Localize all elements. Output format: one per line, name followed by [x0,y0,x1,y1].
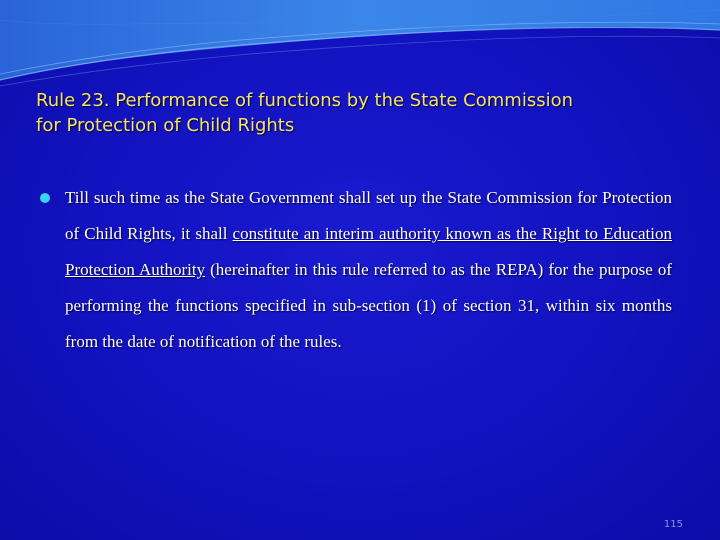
bullet-text-after: (hereinafter in this rule referred to as the REPA) for the purpose of performing the functions specified in sub-section (1) of section 31, within six months from the date of notification of the rules. [65,260,672,351]
header-wave-decoration [0,0,720,90]
slide-title-line1: Rule 23. Performance of functions by the State Commission [36,90,573,111]
slide-title [36,88,686,138]
bullet-item [40,180,680,360]
bullet-text-before: Till such time as the State Government shall set up the State Commission for Protection of Child Rights, it shall [65,188,672,243]
slide-title-line2: for Protection of Child Rights [36,115,295,136]
bullet-text-underlined: constitute an interim authority known as the Right to Education Protection Authority [65,224,672,279]
bullet-dot-icon [40,193,50,203]
bullet-paragraph [65,180,672,360]
page-number: 115 [663,519,683,530]
